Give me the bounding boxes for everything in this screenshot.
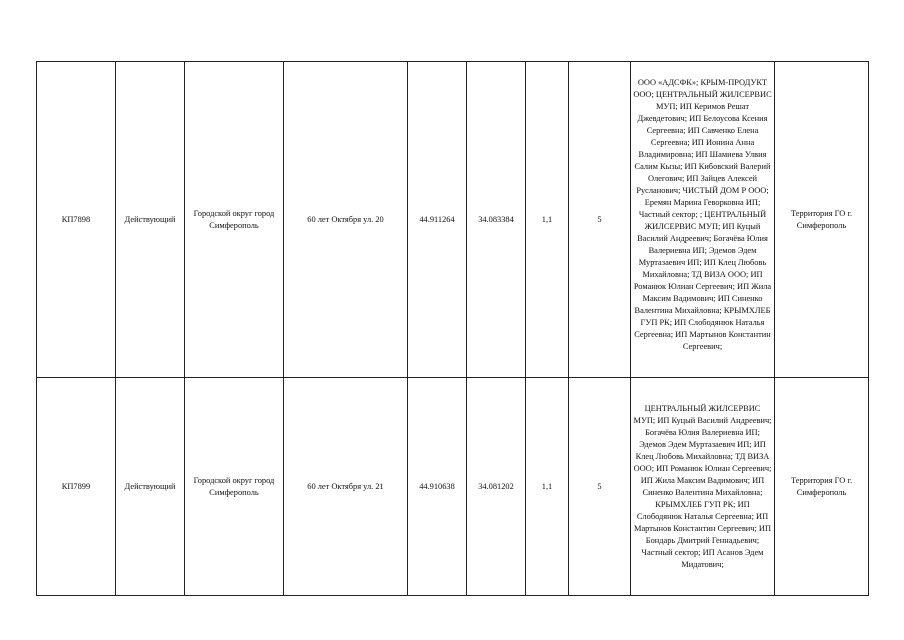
site-id-cell: КП7899 bbox=[37, 378, 116, 596]
municipality-cell: Городской округ город Симферополь bbox=[185, 378, 284, 596]
latitude-cell: 44.911264 bbox=[408, 62, 467, 378]
longitude-cell: 34.083384 bbox=[467, 62, 526, 378]
status-cell: Действующий bbox=[116, 378, 185, 596]
owners-text: ЦЕНТРАЛЬНЫЙ ЖИЛСЕРВИС МУП; ИП Куцый Василий Андреевич; Богачёва Юлия Валериевна ИП; Эдемов Эдем Муртазаевич ИП; ИП Клец Любовь Михайловна; ТД ВИЗА ООО; ИП Романюк Юлиан Сергеевич; ИП Жила Максим Вадимович; ИП Синенко Валентина Михайловна; КРЫМХЛЕБ ГУП РК; ИП Слободянюк Наталья Сергеевна; ИП Мартынов Константин Сергеевич; ИП Бондарь Дмитрий Геннадьевич; Частный сектор; ИП Асанов Эдем Мидатович; bbox=[633, 403, 772, 569]
registry-table bbox=[36, 61, 869, 596]
table-row bbox=[37, 378, 869, 596]
volume-cell: 1,1 bbox=[526, 62, 569, 378]
territory-cell: Территория ГО г. Симферополь bbox=[775, 378, 869, 596]
count-cell: 5 bbox=[569, 378, 631, 596]
count-cell: 5 bbox=[569, 62, 631, 378]
address-cell: 60 лет Октября ул. 21 bbox=[284, 378, 408, 596]
owners-clip bbox=[633, 62, 772, 373]
owners-text: ООО «АДСФК»; КРЫМ-ПРОДУКТ ООО; ЦЕНТРАЛЬНЫЙ ЖИЛСЕРВИС МУП; ИП Керимов Решат Джевдетович; ИП Белоусова Ксения Сергеевна; ИП Савченко Елена Сергеевна; ИП Ионина Анна Владимировна; ИП Шамиева Улвия Салим Кызы; ИП Кибовский Валерий Олегович; ИП Зайцев Алексей Русланович; ЧИСТЫЙ ДОМ Р ООО; Еремян Марина Геворковна ИП; Частный сектор; ; ЦЕНТРАЛЬНЫЙ ЖИЛСЕРВИС МУП; ИП Куцый Василий Андреевич; Богачёва Юлия Валериевна ИП; Эдемов Эдем Муртазаевич ИП; ИП Клец Любовь Михайловна; ТД ВИЗА ООО; ИП Романюк Юлиан Сергеевич; ИП Жила Максим Вадимович; ИП Синенко Валентина Михайловна; КРЫМХЛЕБ ГУП РК; ИП Слободянюк Наталья Сергеевна; ИП Мартынов Константин Сергеевич; bbox=[633, 77, 772, 351]
longitude-cell: 34.081202 bbox=[467, 378, 526, 596]
owners-clip bbox=[633, 378, 772, 595]
status-cell: Действующий bbox=[116, 62, 185, 378]
volume-cell: 1,1 bbox=[526, 378, 569, 596]
territory-cell: Территория ГО г. Симферополь bbox=[775, 62, 869, 378]
owners-cell bbox=[631, 378, 775, 596]
table-row bbox=[37, 62, 869, 378]
owners-cell bbox=[631, 62, 775, 378]
site-id-cell: КП7898 bbox=[37, 62, 116, 378]
latitude-cell: 44.910638 bbox=[408, 378, 467, 596]
municipality-cell: Городской округ город Симферополь bbox=[185, 62, 284, 378]
address-cell: 60 лет Октября ул. 20 bbox=[284, 62, 408, 378]
